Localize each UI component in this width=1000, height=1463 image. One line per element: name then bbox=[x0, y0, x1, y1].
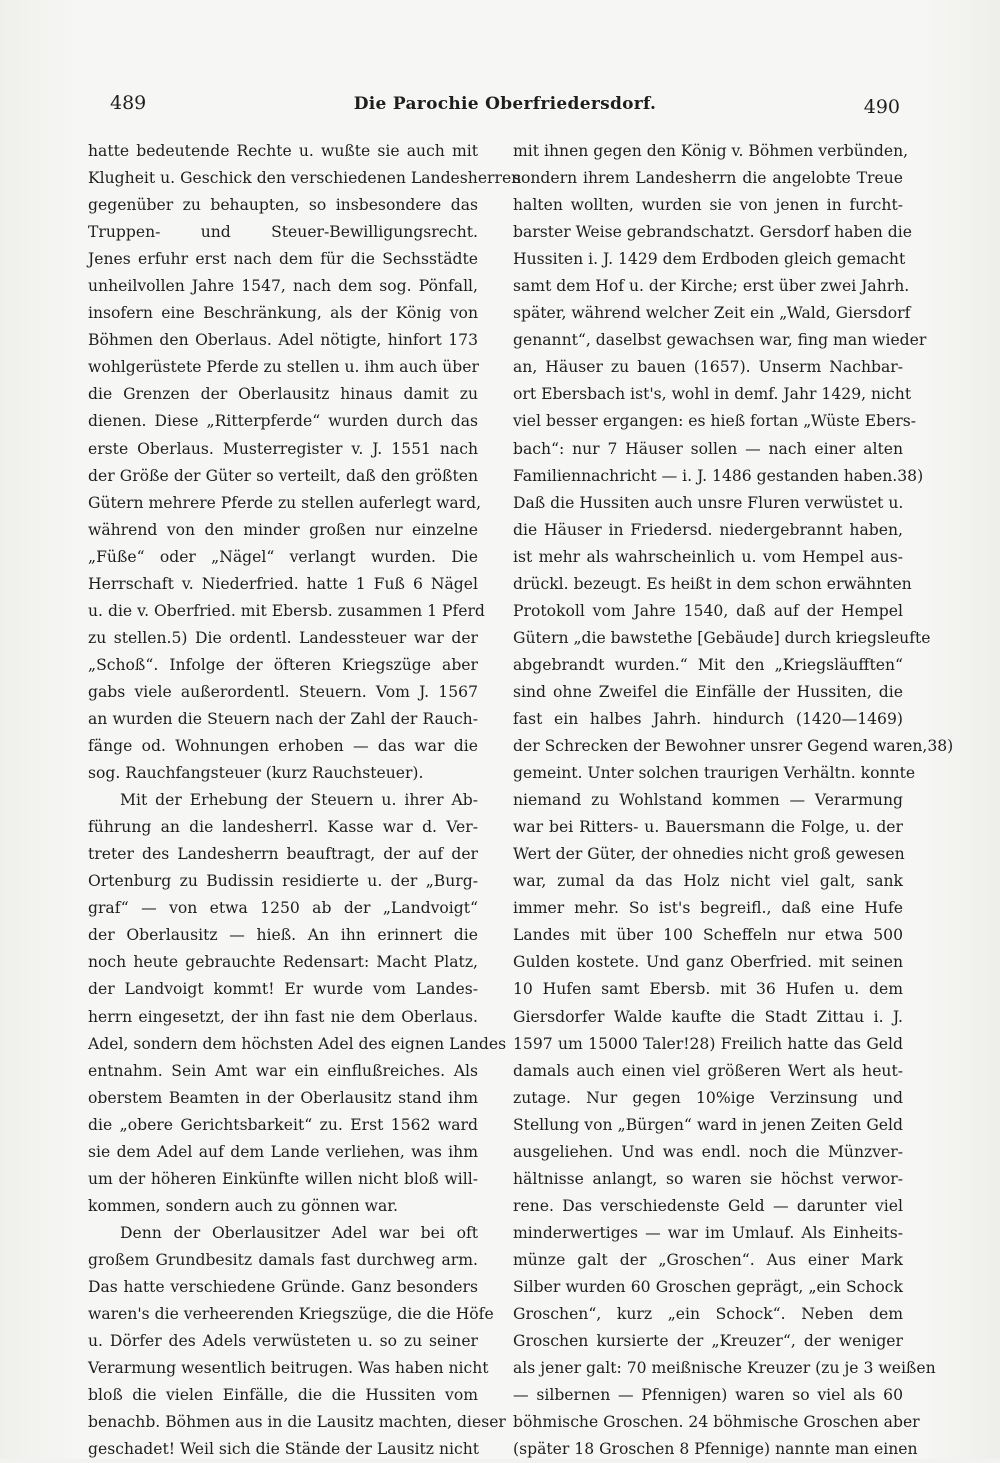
text-line: niemand zu Wohlstand kommen — Verarmung bbox=[513, 791, 903, 810]
text-line: 1597 um 15000 Taler!28) Freilich hatte das Geld bbox=[513, 1034, 903, 1053]
text-line: damals auch einen viel größeren Wert als heut- bbox=[513, 1061, 903, 1080]
text-line: drückl. bezeugt. Es heißt in dem schon erwähnten bbox=[513, 574, 912, 593]
text-line: insofern eine Beschränkung, als der König von bbox=[88, 304, 478, 323]
text-line: Wert der Güter, der ohnedies nicht groß gewesen bbox=[513, 845, 905, 864]
text-line: Daß die Hussiten auch unsre Fluren verwüstet u. bbox=[513, 493, 904, 512]
text-line: gemeint. Unter solchen traurigen Verhältn. konnte bbox=[513, 764, 916, 783]
text-line: „Schoß“. Infolge der öfteren Kriegszüge aber bbox=[88, 655, 478, 674]
text-line: Giersdorfer Walde kaufte die Stadt Zittau i. J. bbox=[513, 1007, 903, 1026]
text-line: fast ein halbes Jahrh. hindurch (1420—1469) bbox=[513, 709, 903, 728]
text-line: rene. Das verschiedenste Geld — darunter viel bbox=[513, 1196, 903, 1215]
text-line: herrn eingesetzt, der ihn fast nie dem Oberlaus. bbox=[88, 1007, 478, 1026]
text-line: kommen, sondern auch zu gönnen war. bbox=[88, 1196, 399, 1215]
text-line: ausgeliehen. Und was endl. noch die Münzver- bbox=[513, 1142, 903, 1161]
text-line: unheilvollen Jahre 1547, nach dem sog. Pönfall, bbox=[88, 277, 478, 296]
text-line: halten wollten, wurden sie von jenen in furcht- bbox=[513, 196, 903, 215]
text-line: Stellung von „Bürgen“ ward in jenen Zeiten Geld bbox=[513, 1115, 903, 1134]
text-line: war, zumal da das Holz nicht viel galt, sank bbox=[513, 872, 903, 891]
text-line: Adel, sondern dem höchsten Adel des eignen Landes bbox=[88, 1034, 507, 1053]
text-line: erste Oberlaus. Musterregister v. J. 1551 nach bbox=[88, 439, 478, 458]
text-line: die Häuser in Friedersd. niedergebrannt haben, bbox=[513, 520, 903, 539]
text-line: graf“ — von etwa 1250 ab der „Landvoigt“ bbox=[88, 899, 478, 918]
text-line: Groschen kursierte der „Kreuzer“, der weniger bbox=[513, 1332, 903, 1351]
text-line: mit ihnen gegen den König v. Böhmen verbünden, bbox=[513, 142, 909, 160]
text-line: abgebrandt wurden.“ Mit den „Kriegsläufften“ bbox=[513, 655, 903, 674]
text-line: immer mehr. So ist's begreifl., daß eine Hufe bbox=[513, 899, 903, 918]
text-line: gabs viele außerordentl. Steuern. Vom J. 1567 bbox=[88, 682, 478, 701]
page-header bbox=[110, 92, 900, 122]
text-line: Groschen“, kurz „ein Schock“. Neben dem bbox=[513, 1305, 903, 1324]
text-line: als jener galt: 70 meißnische Kreuzer (zu je 3 weißen bbox=[513, 1359, 936, 1378]
text-line: Ortenburg zu Budissin residierte u. der „Burg- bbox=[88, 872, 478, 891]
text-line: waren's die verheerenden Kriegszüge, die die Höfe bbox=[88, 1305, 494, 1324]
text-line: samt dem Hof u. der Kirche; erst über zwei Jahrh. bbox=[513, 277, 910, 296]
text-line: ist mehr als wahrscheinlich u. vom Hempel aus- bbox=[513, 547, 903, 566]
text-line: viel besser ergangen: es hieß fortan „Wüste Ebers- bbox=[513, 412, 917, 431]
text-line: war bei Ritters- u. Bauersmann die Folge, u. der bbox=[513, 818, 903, 837]
text-line: geschadet! Weil sich die Stände der Lausitz nicht bbox=[88, 1440, 480, 1459]
text-line: 10 Hufen samt Ebersb. mit 36 Hufen u. dem bbox=[513, 980, 903, 999]
text-line: während von den minder großen nur einzelne bbox=[88, 520, 478, 539]
text-line: u. die v. Oberfried. mit Ebersb. zusammen 1 Pferd bbox=[88, 601, 485, 620]
text-line: Protokoll vom Jahre 1540, daß auf der Hempel bbox=[513, 601, 903, 620]
text-line: Mit der Erhebung der Steuern u. ihrer Ab- bbox=[120, 791, 478, 810]
text-line: zutage. Nur gegen 10%ige Verzinsung und bbox=[513, 1088, 903, 1107]
text-line: zu stellen.5) Die ordentl. Landessteuer war der bbox=[88, 628, 478, 647]
text-line: Denn der Oberlausitzer Adel war bei oft bbox=[120, 1223, 478, 1242]
text-line: hatte bedeutende Rechte u. wußte sie auch mit bbox=[88, 142, 478, 160]
text-line: treter des Landesherrn beauftragt, der auf der bbox=[88, 845, 478, 864]
running-title: Die Parochie Oberfriedersdorf. bbox=[353, 94, 657, 114]
text-line: oberstem Beamten in der Oberlausitz stand ihm bbox=[88, 1088, 478, 1107]
text-line: hältnisse anlangt, so waren sie höchst verwor- bbox=[513, 1169, 903, 1188]
text-line: an, Häuser zu bauen (1657). Unserm Nachbar- bbox=[513, 358, 903, 377]
text-line: führung an die landesherrl. Kasse war d. Ver- bbox=[88, 818, 478, 837]
text-line: bach“: nur 7 Häuser sollen — nach einer alten bbox=[513, 439, 903, 458]
text-line: barster Weise gebrandschatzt. Gersdorf haben die bbox=[513, 223, 912, 242]
text-line: sog. Rauchfangsteuer (kurz Rauchsteuer). bbox=[88, 764, 424, 783]
text-line: Truppen- und Steuer-Bewilligungsrecht. bbox=[88, 223, 478, 242]
text-line: entnahm. Sein Amt war ein einflußreiches. Als bbox=[88, 1061, 478, 1080]
text-line: der Größe der Güter so verteilt, daß den größten bbox=[88, 466, 478, 485]
text-line: der Oberlausitz — hieß. An ihn erinnert die bbox=[88, 926, 478, 945]
text-line: münze galt der „Groschen“. Aus einer Mark bbox=[513, 1250, 903, 1269]
text-line: noch heute gebrauchte Redensart: Macht Platz, bbox=[88, 953, 478, 972]
text-line: Böhmen den Oberlaus. Adel nötigte, hinfort 173 bbox=[88, 331, 478, 350]
text-line: Das hatte verschiedene Gründe. Ganz besonders bbox=[88, 1277, 478, 1296]
text-line: gegenüber zu behaupten, so insbesondere das bbox=[88, 196, 478, 215]
text-line: benachb. Böhmen aus in die Lausitz machten, dieser bbox=[88, 1413, 506, 1432]
text-line: minderwertiges — war im Umlauf. Als Einheits- bbox=[513, 1223, 903, 1242]
text-line: (später 18 Groschen 8 Pfennige) nannte man einen bbox=[513, 1440, 918, 1459]
text-line: Herrschaft v. Niederfried. hatte 1 Fuß 6 Nägel bbox=[88, 574, 478, 593]
text-line: die „obere Gerichtsbarkeit“ zu. Erst 1562 ward bbox=[88, 1115, 478, 1134]
text-line: Gütern „die bawstethe [Gebäude] durch kriegsleufte bbox=[513, 628, 931, 647]
page-number-right: 490 bbox=[863, 96, 900, 118]
text-line: böhmische Groschen. 24 böhmische Groschen aber bbox=[513, 1413, 920, 1432]
text-line: Landes mit über 100 Scheffeln nur etwa 500 bbox=[513, 926, 903, 945]
text-line: „Füße“ oder „Nägel“ verlangt wurden. Die bbox=[88, 547, 478, 566]
text-line: die Grenzen der Oberlausitz hinaus damit zu bbox=[88, 385, 478, 404]
text-line: an wurden die Steuern nach der Zahl der Rauch- bbox=[88, 709, 478, 728]
text-line: wohlgerüstete Pferde zu stellen u. ihm auch über bbox=[88, 358, 479, 377]
text-line: dienen. Diese „Ritterpferde“ wurden durch das bbox=[88, 412, 478, 431]
text-line: bloß die vielen Einfälle, die die Hussiten vom bbox=[88, 1386, 478, 1405]
text-line: Jenes erfuhr erst nach dem für die Sechsstädte bbox=[88, 250, 478, 269]
right-text-column bbox=[513, 138, 954, 1463]
text-line: sind ohne Zweifel die Einfälle der Hussiten, die bbox=[513, 682, 903, 701]
text-line: der Landvoigt kommt! Er wurde vom Landes- bbox=[88, 980, 478, 999]
text-line: Verarmung wesentlich beitrugen. Was haben nicht bbox=[88, 1359, 489, 1378]
text-line: u. Dörfer des Adels verwüsteten u. so zu seiner bbox=[88, 1332, 478, 1351]
text-line: später, während welcher Zeit ein „Wald, Giersdorf bbox=[513, 304, 911, 323]
text-line: sondern ihrem Landesherrn die angelobte Treue bbox=[513, 169, 903, 188]
text-line: um der höheren Einkünfte willen nicht bloß will- bbox=[88, 1169, 478, 1188]
text-line: sie dem Adel auf dem Lande verliehen, was ihm bbox=[88, 1142, 478, 1161]
left-text-column bbox=[88, 138, 522, 1463]
text-line: großem Grundbesitz damals fast durchweg arm. bbox=[88, 1250, 478, 1269]
text-line: fänge od. Wohnungen erhoben — das war die bbox=[88, 737, 478, 756]
text-line: ort Ebersbach ist's, wohl in demf. Jahr 1429, nicht bbox=[513, 385, 912, 404]
text-line: Familiennachricht — i. J. 1486 gestanden haben.38) bbox=[513, 466, 924, 485]
text-line: — silbernen — Pfennigen) waren so viel als 60 bbox=[513, 1386, 903, 1405]
text-line: Gulden kostete. Und ganz Oberfried. mit seinen bbox=[513, 953, 903, 972]
text-line: Hussiten i. J. 1429 dem Erdboden gleich gemacht bbox=[513, 250, 906, 269]
text-line: Gütern mehrere Pferde zu stellen auferlegt ward, bbox=[88, 493, 482, 512]
page-number-left: 489 bbox=[110, 92, 147, 114]
text-line: Silber wurden 60 Groschen geprägt, „ein Schock bbox=[513, 1277, 903, 1296]
text-line: der Schrecken der Bewohner unsrer Gegend waren,38) bbox=[513, 737, 954, 756]
text-line: genannt“, daselbst gewachsen war, fing man wieder bbox=[513, 331, 927, 350]
text-line: Klugheit u. Geschick den verschiedenen Landesherren bbox=[88, 169, 522, 188]
